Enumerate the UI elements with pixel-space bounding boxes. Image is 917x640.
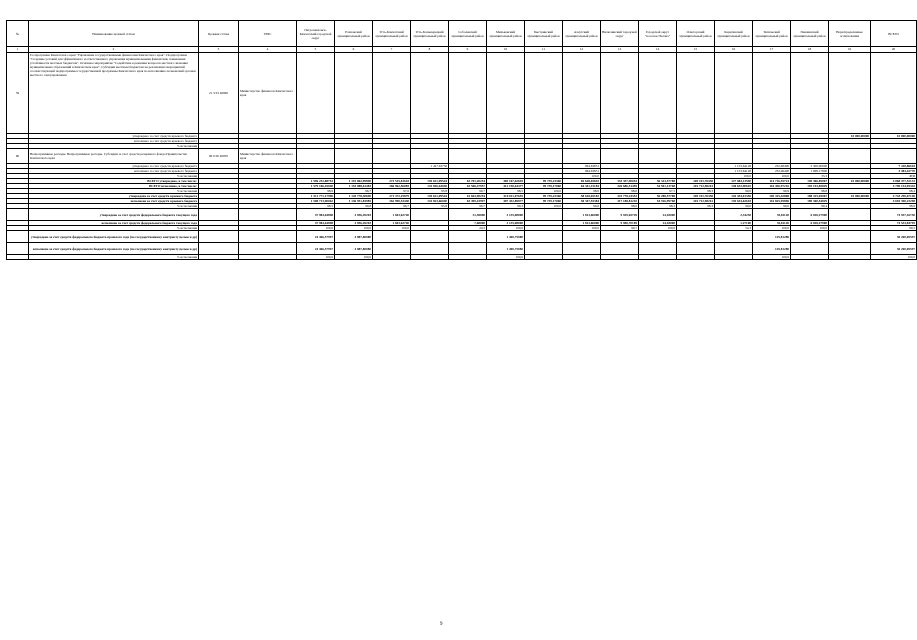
value-cell: 4 887,80080 [335,243,373,255]
value-cell: 97,6 [373,189,411,194]
value-cell [449,255,487,260]
column-number: 10 [487,47,525,53]
value-cell: 99,5 [871,226,917,231]
value-cell: 10 000,00000 [829,194,871,199]
value-cell: 100,0 [639,226,677,231]
column-number: 13 [601,47,639,53]
value-cell: 100,0 [335,226,373,231]
value-cell: 65 628,65692 [563,179,601,184]
value-cell: 98,0 [601,204,639,209]
column-header: Алеутский муниципальный район [563,21,601,47]
empty-cell [239,255,297,260]
row-label: утверждено за счет средств краевого бюджета [29,194,199,199]
value-cell: 133 826,64040 [411,184,449,189]
empty-cell [239,231,297,243]
value-cell [563,243,601,255]
value-cell: 1 191 862,99890 [335,179,373,184]
row-label: % исполнения [29,255,199,260]
row-label: исполнено за счет средств краевого бюджета [29,139,199,144]
value-cell: 98,3 [677,189,715,194]
value-cell: 98,3 [639,204,677,209]
empty-cell [7,231,29,243]
row-59-grbs: Министерство финансов Камчатского края [239,53,297,134]
value-cell: 201 712,98261 [677,199,715,204]
column-header: Нераспределенные ассигнования [829,21,871,47]
value-cell [525,209,563,221]
value-cell: 54 916,99768 [639,199,677,204]
cell-tigilsky: 232,96400 [753,169,791,174]
value-cell: 1 843,62740 [373,209,411,221]
value-cell: 98,4 [871,189,917,194]
value-cell [601,255,639,260]
value-cell: 1 400,75080 [487,231,525,243]
value-cell: 56 313,57788 [639,179,677,184]
column-header: Мильковский муниципальный район [487,21,525,47]
value-cell [829,209,871,221]
value-cell: 1 508 713,90062 [297,199,335,204]
value-cell: 99,6 [563,204,601,209]
value-cell: 95,8 [411,189,449,194]
value-cell: 100,0 [487,255,525,260]
value-cell: 64 341,15184 [563,184,601,189]
column-number: 4 [239,47,297,53]
value-cell: 105 415,42868 [753,194,791,199]
value-cell: 1 596 232,88753 [297,179,335,184]
value-cell [791,243,829,255]
value-cell [373,243,411,255]
value-cell: 98,3 [677,204,715,209]
value-cell: 205 191,76458 [677,179,715,184]
empty-cell [199,243,239,255]
value-cell: 24,5 [449,226,487,231]
row-label: исполнено за счет средств краевого бюджета [29,199,199,204]
value-cell: 1 511 771,17996 [297,194,335,199]
cell-karaginsky: 1 153,64128 [715,164,753,169]
value-cell: 188 415,65067 [791,194,829,199]
value-cell: 47 984,64898 [297,209,335,221]
column-number: 17 [753,47,791,53]
value-cell: 1 146 951,83985 [335,199,373,204]
value-cell: 139 621,09544 [411,179,449,184]
column-header: Петропавловск-Камчатский городской округ [297,21,335,47]
row-label: % исполнения [29,189,199,194]
value-cell: 4 868 477,52133 [871,179,917,184]
column-header: Городской округ "поселок Палана" [639,21,677,47]
row-label: утверждено за счет средств федерального бюджета текущего года [29,209,199,221]
row-label: исполнено за счет средств краевого бюджета [29,169,199,174]
value-cell: 54,3 [715,226,753,231]
column-header: Елизовский муниципальный район [335,21,373,47]
value-cell: 61 663,90254 [449,194,487,199]
value-cell [411,231,449,243]
value-cell: 139 621,09544 [411,194,449,199]
value-cell: 100,0 [871,255,917,260]
empty-cell [199,255,239,260]
column-header: № [7,21,29,47]
value-cell: 116 825,95896 [753,199,791,204]
row-label: % исполнения [29,174,199,179]
empty-cell [7,243,29,255]
value-cell [563,231,601,243]
value-cell: 98,9 [871,204,917,209]
value-cell: 99 739,23360 [525,194,563,199]
value-cell [601,231,639,243]
value-cell: 4 790 134,95342 [871,184,917,189]
value-cell: 58 347,55384 [563,199,601,204]
value-cell: 99 739,23360 [525,179,563,184]
value-cell: 190 466,85067 [791,179,829,184]
cell-total: 47,0 [871,174,917,179]
value-cell [829,255,871,260]
value-cell [715,243,753,255]
row-59-code: 21 3 03 40060 [199,53,239,134]
value-cell: 54 941,13768 [639,184,677,189]
value-cell: 24 466,57997 [297,231,335,243]
cell-tigilsky: 232,96400 [753,164,791,169]
value-cell: 6 818,27900 [791,209,829,221]
cell-aleutsky: 964,63831 [563,164,601,169]
value-cell: 273 515,81618 [373,179,411,184]
value-cell [639,231,677,243]
value-cell: 99,0 [715,204,753,209]
value-cell [449,231,487,243]
cell-total: 7 418,86618 [871,164,917,169]
cell-tigilsky: 100,0 [753,174,791,179]
value-cell: 1 400,75080 [487,243,525,255]
value-cell [525,231,563,243]
value-cell: 35,81120 [753,209,791,221]
value-cell: 317 188,81210 [601,199,639,204]
column-number: 16 [715,47,753,53]
value-cell: 1 813,60000 [563,209,601,221]
summary-row [7,231,917,243]
row-59-name: Госпрограмма Камчатского края "Управление государственными финансами Камчатского края". Подпрограмма "Создание условий для эффективного и ответственного управления муниципальными финансами, повышения устойчивости местных бюджетов". Основное мероприятие "Содействие в решении вопросов местного значения муниципальных образований в Камчатском крае". Субсидии местным бюджетам на реализацию мероприятий соответствующей подпрограммы государственной программы Камчатского края по исполнению полномочий органов местного самоуправления [29,53,199,134]
row-label: ВСЕГО утверждено, в том числе: [29,179,199,184]
value-cell: 1 813,60000 [563,221,601,226]
column-number: 18 [791,47,829,53]
value-cell: 100,0 [753,226,791,231]
budget-table [6,20,917,260]
column-header: Соболевский муниципальный район [449,21,487,47]
value-cell: 74 937,16730 [871,209,917,221]
value-cell: 97,5 [639,189,677,194]
summary-row [7,209,917,221]
empty-cell [199,231,239,243]
row-label: % исполнения [29,226,199,231]
value-cell: 139 634,62618 [715,199,753,204]
value-cell: 99,4 [791,204,829,209]
value-cell: 410 611,07655 [487,194,525,199]
column-header: Вилючинский городской округ [601,21,639,47]
value-cell: 31,38000 [449,209,487,221]
value-cell: 99,0 [715,189,753,194]
summary-row [7,243,917,255]
column-header: ГРБС [239,21,297,47]
value-cell [829,243,871,255]
value-cell: 326 686,51459 [601,184,639,189]
value-cell: 30 200,69597 [871,243,917,255]
value-cell: 100,0 [525,189,563,194]
value-cell: 3 135,08000 [487,209,525,221]
value-cell: 99,7 [449,189,487,194]
value-cell [677,243,715,255]
value-cell: 98,8 [791,189,829,194]
value-cell: 100,0 [335,255,373,260]
cell-penzhinsky: 33,3 [791,174,829,179]
row-label: ВСЕГО исполнено, в том числе: [29,184,199,189]
value-cell: 1 153 088,61483 [335,184,373,189]
value-cell: 56 288,57788 [639,194,677,199]
value-cell [373,231,411,243]
cell-karaginsky: 100,0 [715,174,753,179]
column-number: 11 [525,47,563,53]
column-number: 12 [563,47,601,53]
value-cell: 407 432,89877 [487,199,525,204]
row-label: утверждено за счет средств краевого бюджета [29,134,199,139]
page-number: 9 [440,622,443,627]
value-cell: 4 693 390,23298 [871,199,917,204]
value-cell: 116 456,97216 [753,184,791,189]
cell-aleutsky: 100,0 [563,174,601,179]
column-header: Карагинский муниципальный район [715,21,753,47]
budget-sheet [6,20,915,260]
row-label: утверждено за счет средств федерального бюджета прошлого года (по государственному контракту целью и др) [29,231,199,243]
empty-cell [7,209,29,221]
cell-penzhinsky: 1 098,17800 [791,169,829,174]
value-cell [411,209,449,221]
value-cell: 99,7 [449,204,487,209]
value-cell: 129,81280 [753,231,791,243]
value-cell: 189 360,54829 [791,199,829,204]
row-label: % исполнения [29,144,199,149]
value-cell [563,255,601,260]
value-cell: 96,7 [373,204,411,209]
value-cell: 99 739,17060 [525,184,563,189]
column-number: 9 [449,47,487,53]
value-cell: 98,9 [297,189,335,194]
value-cell: 100,0 [297,226,335,231]
value-cell: 24,18000 [639,209,677,221]
value-cell: 1 145 778,30690 [335,194,373,199]
value-cell: 412 150,64477 [487,184,525,189]
value-cell: 100,0 [373,226,411,231]
value-cell: 4 743 290,67146 [871,194,917,199]
value-cell: 9 900,70189 [601,221,639,226]
value-cell [449,243,487,255]
row-59-number: 59 [7,53,29,134]
value-cell: 127 084,13590 [715,179,753,184]
value-cell [677,209,715,221]
value-cell [791,231,829,243]
value-cell: 100,0 [791,226,829,231]
value-cell: 63 506,47957 [449,184,487,189]
value-cell: 24,18000 [639,221,677,226]
value-cell: 100,0 [563,226,601,231]
value-cell: 47 984,64898 [297,221,335,226]
value-cell: 74 533,84795 [871,221,917,226]
value-cell: 114 716,55724 [753,179,791,184]
column-number: 19 [829,47,871,53]
empty-cell [199,209,239,221]
value-cell: 24 466,57997 [297,243,335,255]
value-cell: 2,34230 [715,209,753,221]
value-cell [601,243,639,255]
value-cell: 98,0 [601,189,639,194]
value-cell [525,243,563,255]
value-cell: 99,3 [487,204,525,209]
empty-cell [7,255,29,260]
value-cell [715,231,753,243]
value-cell: 262 990,53440 [373,199,411,204]
column-header: Олюторский муниципальный район [677,21,715,47]
table-body [7,53,917,260]
value-cell: 205 191,76458 [677,194,715,199]
value-cell: 485 167,62695 [487,179,525,184]
value-cell: 323 778,24353 [601,194,639,199]
cell-unallocated: 10 000,00000 [829,134,871,139]
value-cell [677,231,715,243]
value-cell: 4 887,80080 [335,231,373,243]
column-number: 15 [677,47,715,53]
row-60 [7,149,917,164]
value-cell [639,243,677,255]
value-cell: 195 193,85829 [791,184,829,189]
column-number: 2 [29,47,199,53]
value-cell: 100,0 [525,204,563,209]
value-cell: 98,0 [563,189,601,194]
value-cell: 6 818,27900 [791,221,829,226]
value-cell: 266 962,56085 [373,184,411,189]
column-header: ВСЕГО [871,21,917,47]
row-60-code: 99 0 00 40050 [199,149,239,164]
value-cell: 95,8 [411,204,449,209]
value-cell [525,255,563,260]
value-cell: 99,8 [335,204,373,209]
cell-total: 10 000,00000 [871,134,917,139]
column-number: 20 [871,47,917,53]
value-cell: 100,0 [297,255,335,260]
value-cell: 3 056,49203 [335,209,373,221]
value-cell: 96,7 [335,189,373,194]
value-cell: 271 372,19879 [373,194,411,199]
value-cell: 133 823,66040 [411,199,449,204]
value-cell: 126 454,01356 [715,194,753,199]
row-label: исполнено за счет средств федерального бюджета текущего года [29,221,199,226]
cell-total: 3 483,42770 [871,169,917,174]
column-number: 14 [639,47,677,53]
value-cell: 1,27100 [715,221,753,226]
header-row [7,21,917,47]
column-header: Тигильский муниципальный район [753,21,791,47]
value-cell: 1 843,62740 [373,221,411,226]
summary-row [7,255,917,260]
value-cell: 35,81120 [753,221,791,226]
value-cell: 99 739,17060 [525,199,563,204]
value-cell: 99,7 [601,226,639,231]
column-header: Целевая статья [199,21,239,47]
value-cell: 10 000,00000 [829,179,871,184]
column-header: Усть-Камчатский муниципальный район [373,21,411,47]
value-cell: 99,5 [297,204,335,209]
empty-cell [239,209,297,221]
column-header: Пенжинский муниципальный район [791,21,829,47]
empty-cell [239,243,297,255]
column-number: 5 [297,47,335,53]
value-cell [411,243,449,255]
row-60-number: 60 [7,149,29,164]
column-header: Быстринский муниципальный район [525,21,563,47]
value-cell: 63 701,20254 [449,179,487,184]
cell-ust-bolsheretsky: 1 427,63756 [411,164,449,169]
value-cell [373,255,411,260]
value-cell: 99,9 [753,189,791,194]
value-cell: 201 712,98261 [677,184,715,189]
value-cell [791,255,829,260]
row-60-grbs: Министерство финансов Камчатского края [239,149,297,164]
row-60-name: Непрограммные расходы. Непрограммные расходы. Субсидии за счет средств резервного фонда Правительства Камчатского края [29,149,199,164]
column-number: 8 [411,47,449,53]
column-number: 7 [373,47,411,53]
row-label: % исполнения [29,204,199,209]
value-cell [411,255,449,260]
value-cell: 99,0 [753,204,791,209]
row-59 [7,53,917,134]
column-number: 1 [7,47,29,53]
value-cell: 3 056,49203 [335,221,373,226]
value-cell: 7,68000 [449,221,487,226]
value-cell [677,255,715,260]
column-number: 3 [199,47,239,53]
cell-aleutsky: 964,63831 [563,169,601,174]
value-cell [639,255,677,260]
value-cell: 9 929,65749 [601,209,639,221]
value-cell: 98,5 [487,189,525,194]
value-cell: 100,0 [487,226,525,231]
value-cell: 138 633,90610 [715,184,753,189]
value-cell: 58 618,65182 [563,194,601,199]
column-header: Усть-Большерецкий муниципальный район [411,21,449,47]
row-label: утверждено за счет средств краевого бюджета [29,164,199,169]
value-cell [829,231,871,243]
column-header: Наименование целевой статьи [29,21,199,47]
value-cell: 30 200,69597 [871,231,917,243]
value-cell: 129,81280 [753,243,791,255]
value-cell: 63 499,43997 [449,199,487,204]
value-cell: 1 579 166,45040 [297,184,335,189]
cell-penzhinsky: 3 300,00000 [791,164,829,169]
row-label: исполнено за счет средств федерального бюджета прошлого года (по государственному контракту целью и др) [29,243,199,255]
value-cell: 100,0 [753,255,791,260]
column-number: 6 [335,47,373,53]
value-cell: 333 357,90053 [601,179,639,184]
value-cell [715,255,753,260]
value-cell: 3 135,08000 [487,221,525,226]
cell-karaginsky: 1 153,64128 [715,169,753,174]
